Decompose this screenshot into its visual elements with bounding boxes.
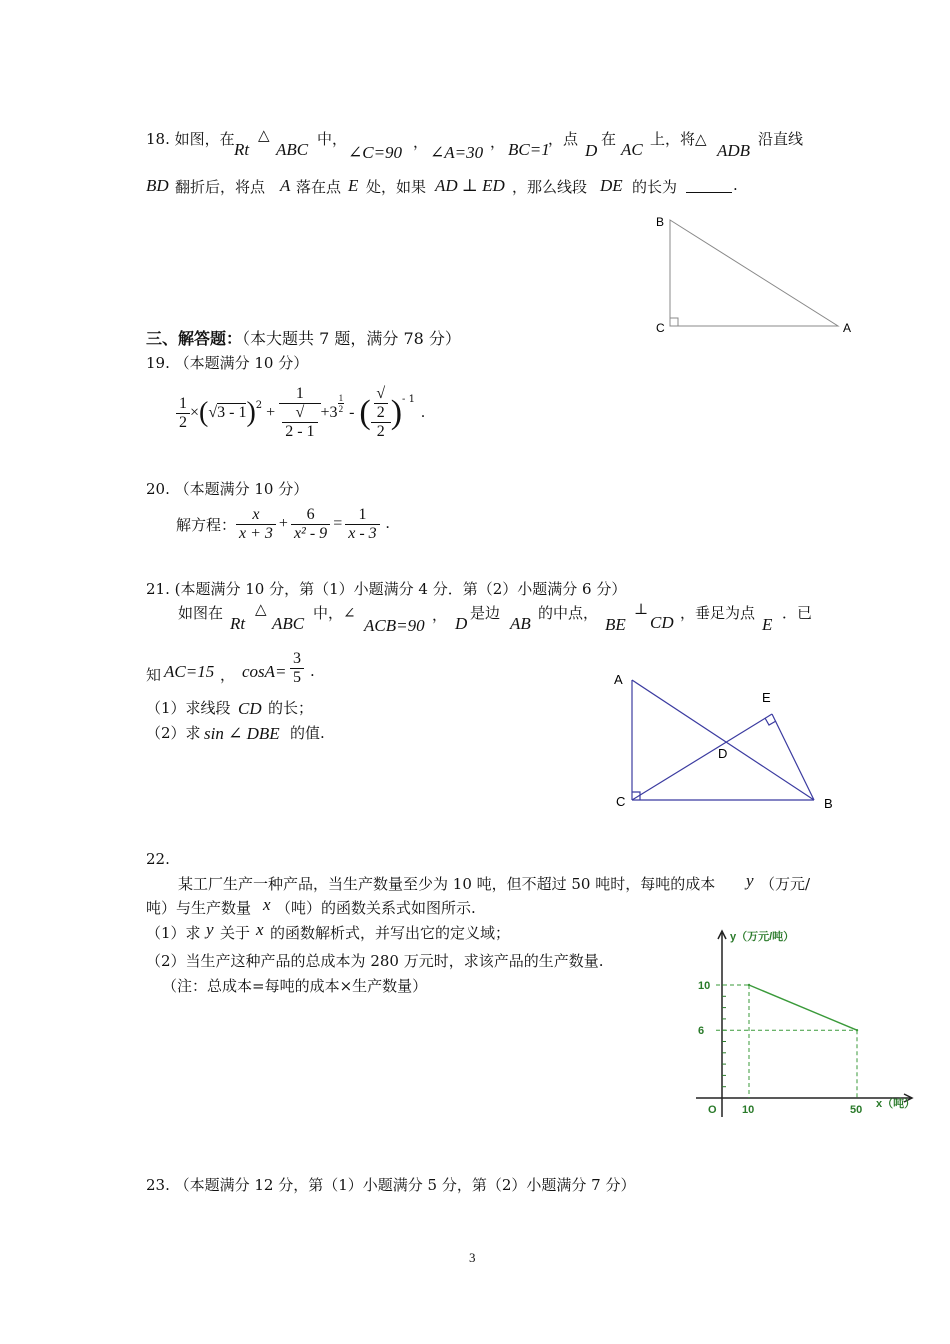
- y-axis-label: y（万元/吨）: [730, 931, 795, 943]
- label-C: C: [616, 794, 626, 809]
- x-tick-label: 10: [742, 1104, 755, 1116]
- y-tick-label: 6: [698, 1025, 705, 1038]
- label-C: C: [656, 321, 665, 335]
- q19-heading: 19. （本题满分 10 分）: [146, 354, 309, 372]
- x-axis-label: x（吨）: [876, 1098, 916, 1110]
- label-B: B: [824, 796, 833, 811]
- label-B: B: [656, 215, 665, 229]
- label-E: E: [762, 690, 771, 705]
- q20-equation: 解方程： $\frac{x}{x + 3}$ + $\frac{6}{\text{x² - 9}}$ = $\frac{1}{x - 3}$ .: [176, 505, 390, 542]
- q20-heading: 20. （本题满分 10 分）: [146, 480, 309, 498]
- page-number: 3: [469, 1250, 476, 1265]
- q22-heading: 22.: [146, 850, 170, 868]
- data-point: [748, 984, 750, 986]
- q22-line-chart: [690, 925, 930, 1125]
- q21-triangle-figure: [604, 668, 844, 818]
- series-line: [749, 985, 857, 1030]
- label-A: A: [614, 672, 623, 687]
- origin-label: O: [708, 1104, 717, 1116]
- q23-heading: 23. （本题满分 12 分，第（1）小题满分 5 分，第（2）小题满分 7 分）: [146, 1176, 636, 1194]
- q19-expression: $\frac{1}{2}$ × ( √3 - 1 ) $^2$ + 1 √ 2 - 1 +3 $\frac{1}{2}$ - ( √ 2 2 ) $^{- 1}$ .: [176, 388, 425, 438]
- answer-blank: [686, 176, 732, 193]
- q21-heading: 21. (本题满分 10 分，第（1）小题满分 4 分．第（2）小题满分 6 分）: [146, 580, 627, 598]
- label-D: D: [718, 746, 728, 761]
- y-tick-label: 10: [698, 980, 711, 992]
- x-tick-label: 50: [850, 1104, 863, 1116]
- label-A: A: [843, 321, 852, 335]
- data-point: [856, 1029, 858, 1031]
- section-heading: 三、解答题：（本大题共 7 题，满分 78 分）: [146, 329, 461, 348]
- q18-triangle-figure: [648, 208, 868, 338]
- q18-text: 18. 如图，在: [146, 130, 235, 148]
